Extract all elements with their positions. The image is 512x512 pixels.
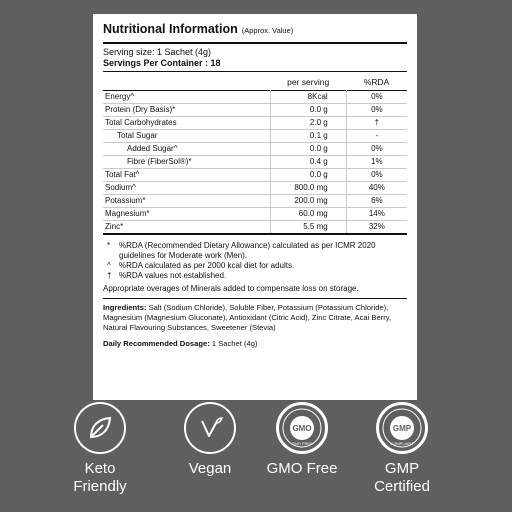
badge-label: GMO Free	[266, 460, 338, 477]
nutrient-value: 200.0 mg	[270, 195, 346, 208]
nutrient-value: 60.0 mg	[270, 208, 346, 221]
badge-keto	[50, 402, 150, 496]
nutrient-value: 0.0 g	[270, 169, 346, 182]
footnote-text: %RDA (Recommended Dietary Allowance) calculated as per ICMR 2020 guidelines for Moderate work (Men).	[119, 241, 376, 260]
footnote-symbol: ^	[107, 261, 111, 270]
nutrient-rda: -	[346, 130, 407, 143]
table-row	[103, 130, 407, 143]
footnote	[103, 271, 407, 281]
nutrient-name: Sodium^	[105, 183, 136, 192]
divider	[103, 298, 407, 299]
table-row	[103, 195, 407, 208]
overage-note: Appropriate overages of Minerals added to compensate loss on storage.	[103, 284, 359, 293]
nutrient-rda: 32%	[346, 221, 407, 235]
nutrient-name: Protein (Dry Basis)*	[105, 105, 176, 114]
nutrient-value: 800.0 mg	[270, 182, 346, 195]
nutrient-name: Total Sugar	[117, 131, 158, 140]
nutrient-name: Added Sugar^	[127, 144, 178, 153]
badge-label: Vegan	[188, 460, 232, 477]
header-rda: %RDA	[363, 77, 390, 87]
badge-label: GMP Certified	[374, 460, 430, 495]
table-row	[103, 169, 407, 182]
servings-per-container: Servings Per Container : 18	[103, 58, 221, 68]
table-row	[103, 182, 407, 195]
dosage	[103, 339, 407, 348]
ingredients-label: Ingredients:	[103, 303, 147, 312]
nutrient-rda: 1%	[346, 156, 407, 169]
title-note: (Approx. Value)	[241, 26, 294, 35]
footnote-text: %RDA calculated as per 2000 kcal diet for adults.	[119, 261, 295, 270]
nutrient-name: Zinc*	[105, 222, 124, 231]
leaf-icon	[74, 402, 126, 454]
nutrient-value: 0.0 g	[270, 143, 346, 156]
footnote-symbol: *	[107, 241, 111, 250]
badge-gmo-free	[252, 402, 352, 478]
nutrient-rda: †	[346, 117, 407, 130]
nutrient-value: 0.0 g	[270, 104, 346, 117]
serving-size: Serving size: 1 Sachet (4g)	[103, 47, 212, 57]
table-row	[103, 221, 407, 235]
badge-label: Keto Friendly	[73, 460, 127, 495]
nutrient-name: Potassium*	[105, 196, 146, 205]
nutrient-value: 5.5 mg	[270, 221, 346, 235]
ingredients	[103, 303, 407, 333]
nutrient-rda: 14%	[346, 208, 407, 221]
nutrient-value: 0.4 g	[270, 156, 346, 169]
nutrient-value: 2.0 g	[270, 117, 346, 130]
nutrient-name: Fibre (FiberSol®)*	[127, 157, 192, 166]
nutrient-rda: 0%	[346, 91, 407, 104]
nutrition-table	[103, 72, 407, 235]
footnote-symbol: †	[107, 271, 112, 280]
nutrient-value: 8Kcal	[270, 91, 346, 104]
footnote-text: %RDA values not established.	[119, 271, 227, 280]
seal-ring-text: GMO FREE	[291, 441, 313, 446]
table-row	[103, 208, 407, 221]
gmo-seal-icon	[276, 402, 328, 454]
nutrient-rda: 0%	[346, 169, 407, 182]
table-header	[103, 72, 407, 91]
vegan-v-icon	[184, 402, 236, 454]
dosage-value: 1 Sachet (4g)	[209, 339, 258, 348]
nutrient-name: Total Fat^	[105, 170, 140, 179]
table-row	[103, 143, 407, 156]
nutrient-name: Energy^	[105, 92, 135, 101]
nutrition-panel	[93, 14, 417, 400]
gmp-seal-icon	[376, 402, 428, 454]
seal-text: GMO	[292, 424, 312, 433]
table-row	[103, 117, 407, 130]
seal-text: GMP	[392, 424, 412, 433]
nutrient-value: 0.1 g	[270, 130, 346, 143]
table-row	[103, 156, 407, 169]
nutrient-name: Magnesium*	[105, 209, 150, 218]
ingredients-text: Salt (Sodium Chloride), Soluble Fiber, Potassium (Potassium Chloride), Magnesium (Magnesium Gluconate), Antioxidant (Citric Acid), Zinc Citrate, Acai Berry, Natural Flavouring Substances, Sweetener (Stevia)	[103, 303, 392, 332]
nutrient-rda: 40%	[346, 182, 407, 195]
table-row	[103, 104, 407, 117]
footnote	[103, 261, 407, 271]
header-per-serving: per serving	[287, 77, 330, 87]
seal-ring-text: COMPLIANT	[390, 441, 414, 446]
title-row	[103, 22, 407, 36]
badge-gmp	[352, 402, 452, 496]
panel-title: Nutritional Information	[103, 22, 238, 36]
footnote	[103, 241, 407, 261]
nutrient-rda: 6%	[346, 195, 407, 208]
badge-vegan	[160, 402, 260, 478]
nutrient-rda: 0%	[346, 104, 407, 117]
footnotes	[103, 241, 407, 281]
badge-row	[0, 402, 512, 512]
serving-info	[103, 44, 407, 69]
nutrient-name: Total Carbohydrates	[105, 118, 177, 127]
nutrient-rda: 0%	[346, 143, 407, 156]
dosage-label: Daily Recommended Dosage:	[103, 339, 210, 348]
table-row	[103, 91, 407, 104]
